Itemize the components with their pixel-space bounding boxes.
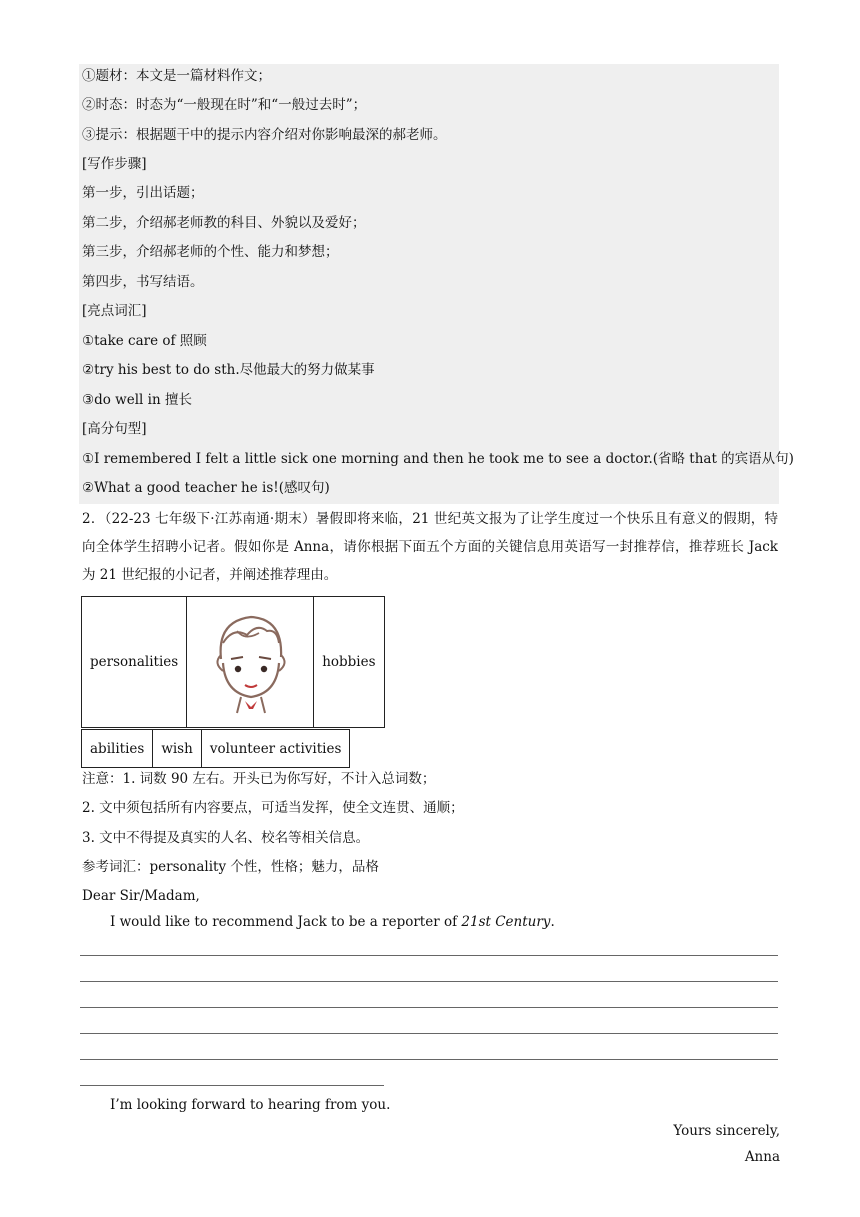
sentences-heading: [高分句型] <box>82 421 147 437</box>
letter-signature: Anna <box>744 1149 780 1165</box>
vocab-item: ②try his best to do sth.尽他最大的努力做某事 <box>82 362 375 378</box>
sentences-item: ②What a good teacher he is!(感叹句) <box>82 480 330 496</box>
vocab-item: ①take care of 照顾 <box>82 333 207 349</box>
note-item: 注意：1. 词数 90 左右。开头已为你写好，不计入总词数； <box>82 771 436 787</box>
table-cell-hobbies: hobbies <box>314 597 384 728</box>
answer-line[interactable] <box>80 1033 778 1034</box>
answer-line[interactable] <box>80 981 778 982</box>
steps-heading: [写作步骤] <box>82 156 147 172</box>
table-cell-personalities: personalities <box>82 597 187 728</box>
analysis-item: ②时态：时态为“一般现在时”和“一般过去时”； <box>82 97 367 113</box>
answer-line[interactable] <box>80 955 778 956</box>
analysis-item: ③提示：根据题干中的提示内容介绍对你影响最深的郝老师。 <box>82 127 447 143</box>
vocab-heading: [亮点词汇] <box>82 303 147 319</box>
keyword-table-top <box>81 596 385 728</box>
steps-item: 第二步，介绍郝老师教的科目、外貌以及爱好； <box>82 215 366 231</box>
answer-line[interactable] <box>80 1007 778 1008</box>
question-prompt <box>82 505 778 589</box>
letter-signoff: Yours sincerely, <box>673 1123 780 1139</box>
sentences-item: ①I remembered I felt a little sick one morning and then he took me to see a doctor.(省略 that 的宾语从句) <box>82 451 794 467</box>
analysis-item: ①题材：本文是一篇材料作文； <box>82 68 271 84</box>
letter-closing: I’m looking forward to hearing from you. <box>110 1097 391 1113</box>
note-item: 3. 文中不得提及真实的人名、校名等相关信息。 <box>82 830 370 846</box>
table-cell-abilities: abilities <box>82 730 153 768</box>
answer-line[interactable] <box>80 1059 778 1060</box>
question-text: （22-23 七年级下·江苏南通·期末）暑假即将来临，21 世纪英文报为了让学生度过一个快乐且有意义的假期，特向全体学生招聘小记者。假如你是 Anna，请你根据下面五个方面的关键信息用英语写一封推荐信，推荐班长 Jack 为 21 世纪报的小记者，并阐述推荐理由。 <box>82 511 778 583</box>
boy-portrait-icon <box>187 597 313 723</box>
question-number: 2． <box>82 511 105 527</box>
letter-opening-text: I would like to recommend Jack to be a reporter of <box>110 914 458 930</box>
steps-item: 第三步，介绍郝老师的个性、能力和梦想； <box>82 244 339 260</box>
table-cell-volunteer-activities: volunteer activities <box>201 730 350 768</box>
letter-opening-end: . <box>550 914 555 930</box>
note-item: 2. 文中须包括所有内容要点，可适当发挥，使全文连贯、通顺； <box>82 800 464 816</box>
table-cell-portrait <box>187 597 314 728</box>
reference-vocab: 参考词汇：personality 个性，性格；魅力，品格 <box>82 859 379 875</box>
steps-item: 第一步，引出话题； <box>82 185 204 201</box>
steps-item: 第四步，书写结语。 <box>82 274 204 290</box>
keyword-table-bottom <box>81 729 350 768</box>
newspaper-name: 21st Century <box>461 914 551 930</box>
vocab-item: ③do well in 擅长 <box>82 392 192 408</box>
answer-line-short[interactable] <box>80 1085 384 1086</box>
letter-salutation: Dear Sir/Madam, <box>82 888 200 904</box>
table-cell-wish: wish <box>153 730 202 768</box>
letter-opening <box>110 912 555 932</box>
